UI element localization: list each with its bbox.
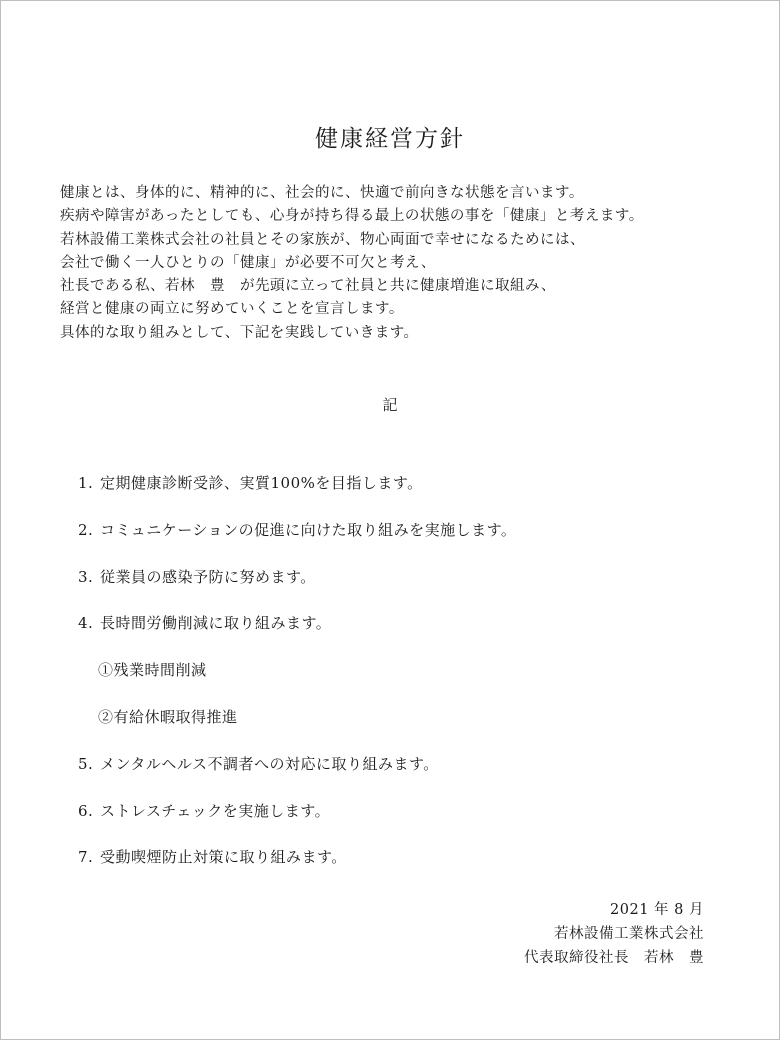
- policy-item: [78, 846, 718, 893]
- policy-item-text: 受動喫煙防止対策に取り組みます。: [100, 848, 347, 867]
- intro-line: 会社で働く一人ひとりの「健康」が必要不可欠と考え、: [60, 254, 436, 271]
- signature-company: 若林設備工業株式会社: [554, 926, 704, 942]
- policy-item-number: 4.: [78, 614, 94, 633]
- policy-subitem: [78, 659, 718, 706]
- policy-item: [78, 612, 718, 659]
- policy-item: [78, 519, 718, 566]
- signature-block: [524, 898, 704, 970]
- policy-item-number: 1.: [78, 474, 94, 492]
- intro-line: 疾病や障害があったとしても、心身が持ち得る最上の状態の事を「健康」と考えます。: [60, 208, 644, 225]
- signature-representative: 代表取締役社長 若林 豊: [524, 950, 704, 966]
- policy-subitem-text: ②有給休暇取得推進: [98, 707, 238, 726]
- ki-heading: 記: [382, 396, 398, 414]
- policy-item: [78, 472, 718, 519]
- policy-item-number: 3.: [78, 567, 94, 586]
- policy-item-number: 2.: [78, 520, 94, 539]
- policy-item-text: ストレスチェックを実施します。: [100, 801, 331, 820]
- policy-item-text: メンタルヘルス不調者への対応に取り組みます。: [100, 754, 439, 773]
- policy-item-text: 定期健康診断受診、実質100%を目指します。: [100, 474, 423, 492]
- intro-line: 経営と健康の両立に努めていくことを宣言します。: [60, 301, 404, 318]
- policy-item: [78, 800, 718, 847]
- signature-date: 2021 年 8 月: [610, 902, 704, 918]
- policy-item-number: 6.: [78, 801, 94, 820]
- intro-line: 健康とは、身体的に、精神的に、社会的に、快適で前向きな状態を言います。: [60, 185, 584, 201]
- document-title: 健康経営方針: [315, 126, 465, 152]
- policy-subitem-text: ①残業時間削減: [98, 661, 207, 680]
- policy-item-number: 5.: [78, 754, 94, 773]
- policy-subitem: [78, 706, 718, 753]
- intro-line: 若林設備工業株式会社の社員とその家族が、物心両面で幸せになるためには、: [60, 231, 585, 248]
- policy-item-text: 長時間労働削減に取り組みます。: [100, 614, 332, 633]
- policy-item-text: コミュニケーションの促進に向けた取り組みを実施します。: [100, 520, 517, 539]
- intro-line: 具体的な取り組みとして、下記を実践していきます。: [60, 324, 419, 341]
- intro-paragraph: [60, 182, 740, 345]
- policy-item: [78, 753, 718, 800]
- policy-item: [78, 566, 718, 613]
- policy-list: [78, 472, 718, 893]
- policy-item-number: 7.: [78, 848, 94, 867]
- policy-item-text: 従業員の感染予防に努めます。: [100, 567, 316, 586]
- intro-line: 社長である私、若林 豊 が先頭に立って社員と共に健康増進に取組み、: [60, 278, 556, 295]
